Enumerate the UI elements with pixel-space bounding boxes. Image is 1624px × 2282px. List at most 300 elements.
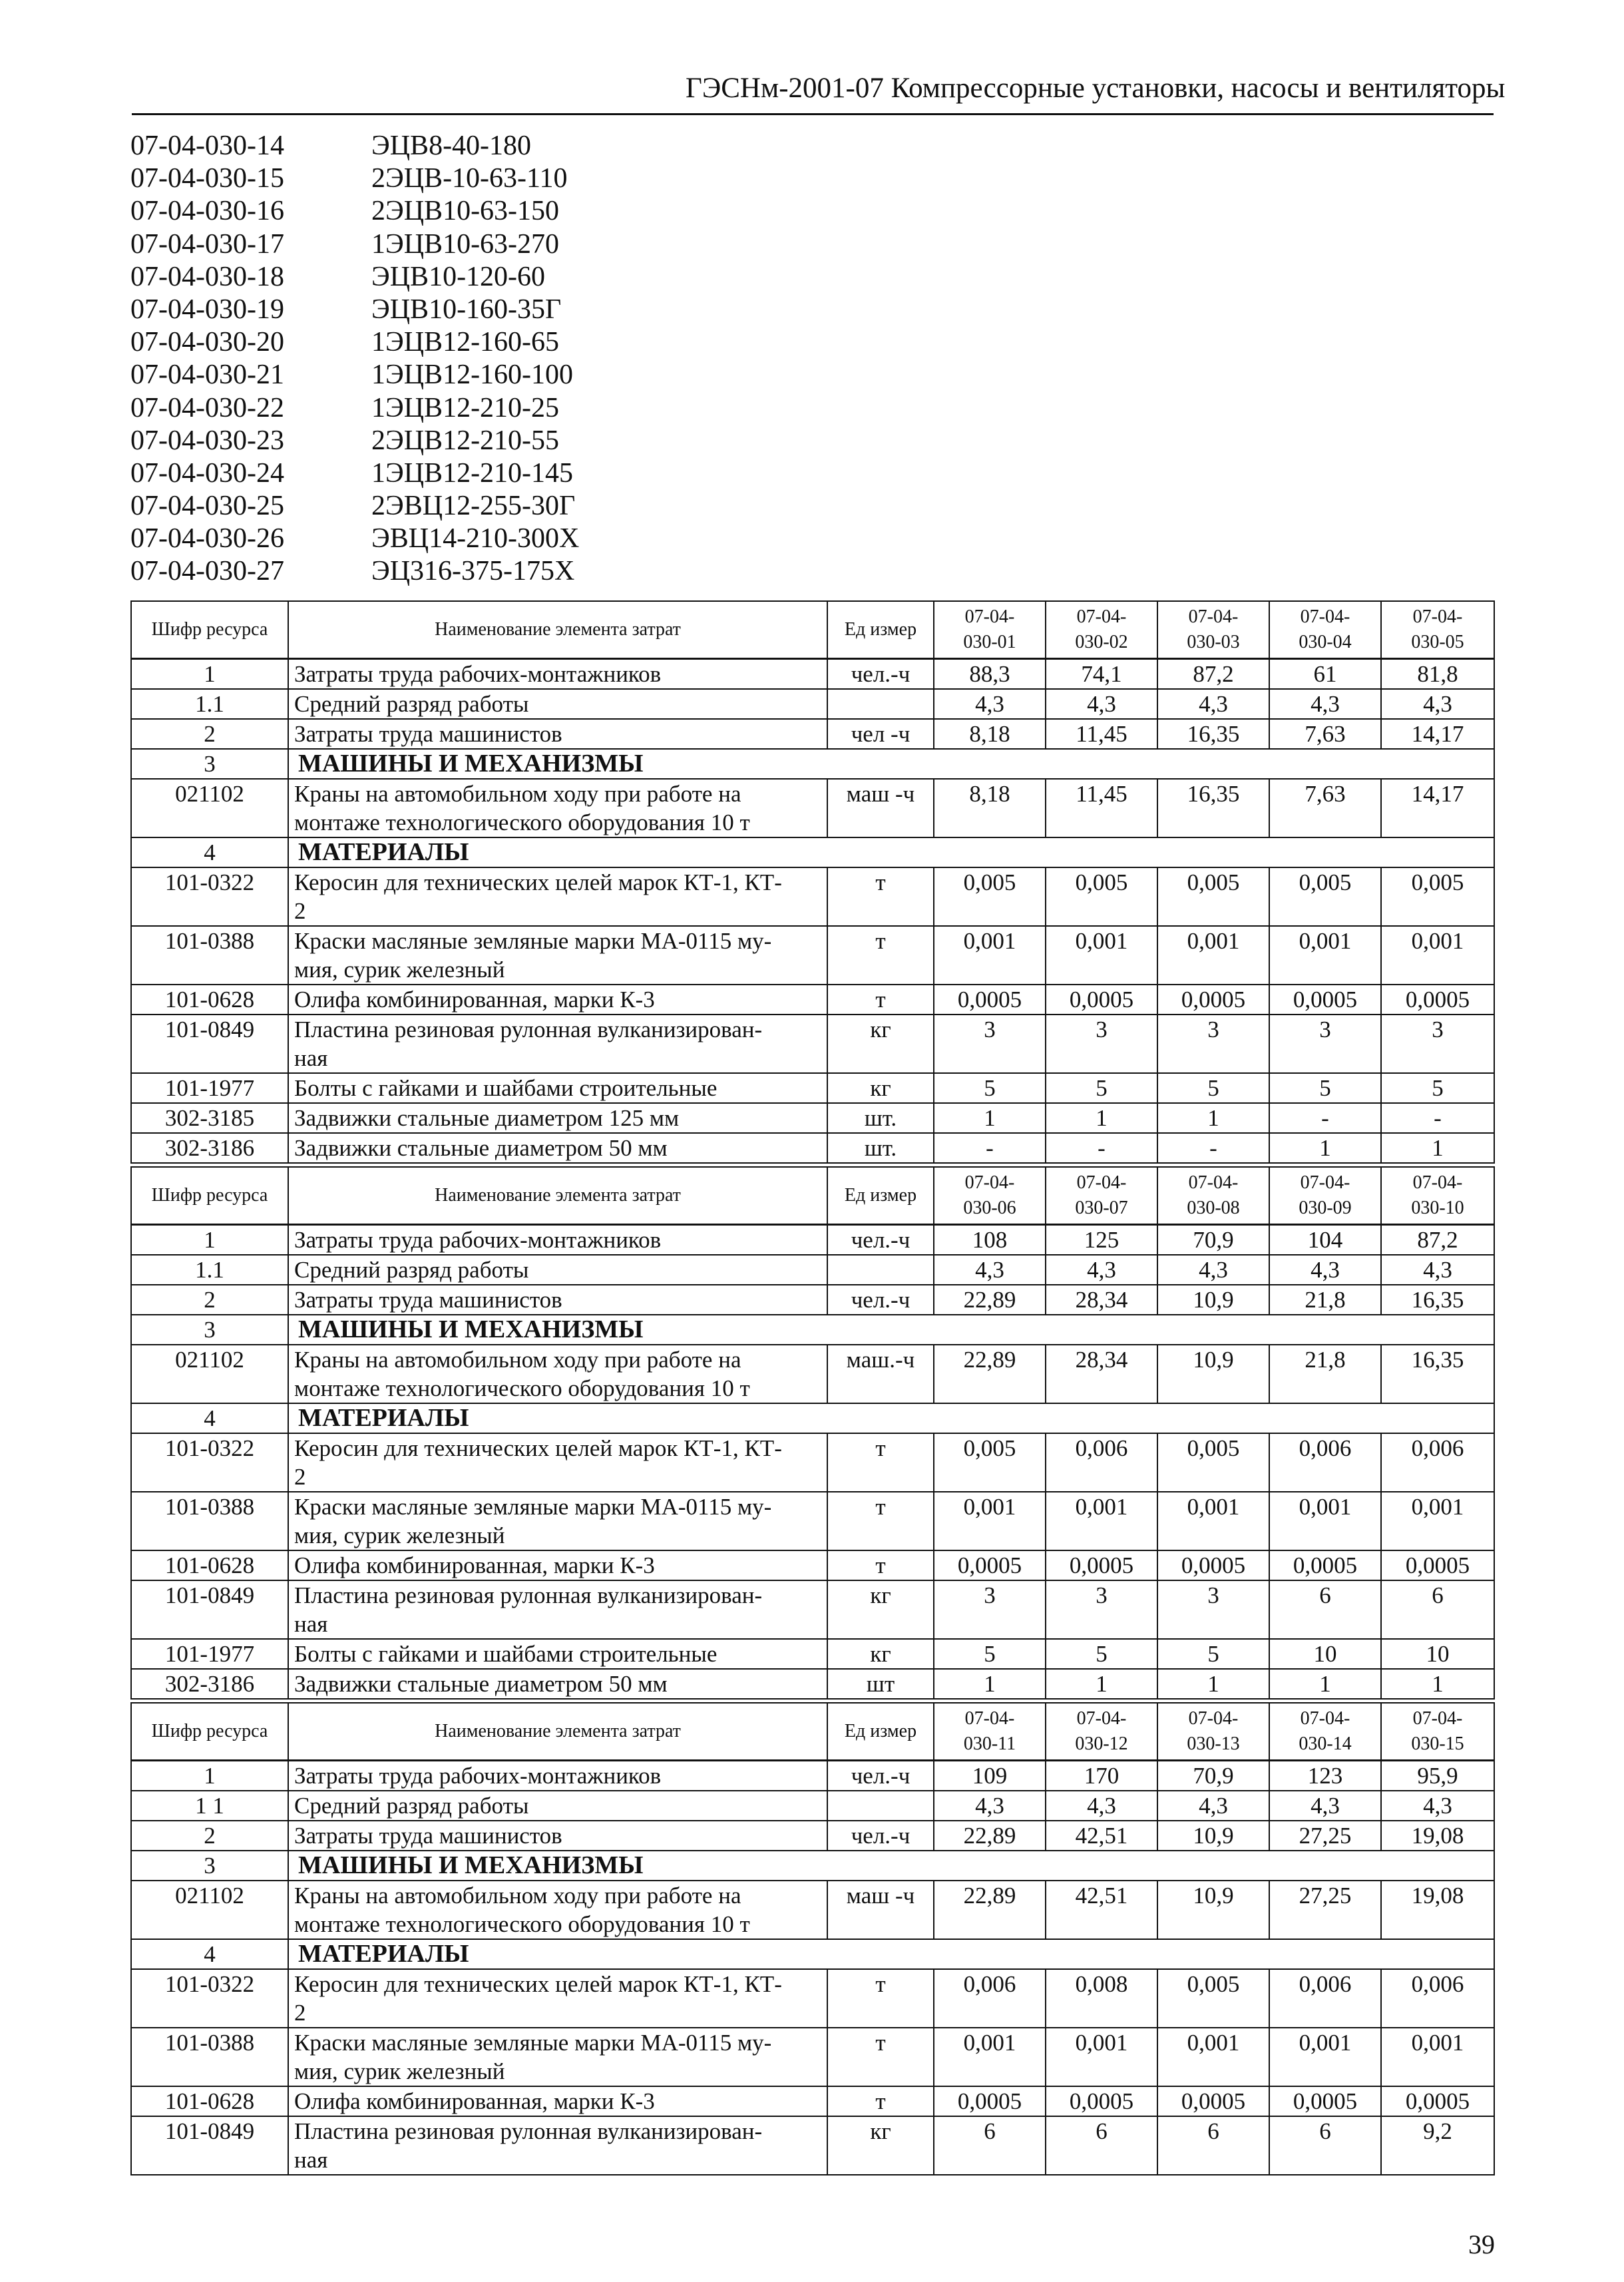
row-value: 0,001 (1381, 1492, 1494, 1550)
header-column-code (934, 601, 1046, 659)
table-row (131, 2028, 1494, 2086)
row-name-line: Керосин для технических целей марок КТ-1, КТ- (294, 1971, 782, 1997)
row-unit: кг (827, 1580, 934, 1639)
code-model: ЭЦВ10-160-35Г (371, 294, 562, 325)
header-column-code (1157, 1703, 1269, 1761)
row-name (288, 985, 827, 1015)
row-value: 0,001 (1381, 926, 1494, 985)
header-column-code-line: 030-09 (1299, 1198, 1352, 1218)
header-column-code-line: 07-04- (1188, 1708, 1239, 1729)
header-column-code-line: 030-01 (963, 632, 1016, 652)
code-list-item (130, 228, 579, 261)
row-value: 5 (1157, 1073, 1269, 1103)
row-value: 4,3 (1046, 689, 1157, 719)
section-title: МАТЕРИАЛЫ (288, 1403, 1494, 1433)
code-model: 1ЭЦВ12-160-100 (371, 359, 574, 391)
header-column-code-line: 07-04- (1076, 1708, 1127, 1729)
header-column-code (1381, 1167, 1494, 1225)
row-name (288, 1550, 827, 1580)
row-code: 101-0628 (131, 2086, 288, 2116)
code-number: 07-04-030-24 (130, 457, 284, 489)
header-column-code (1269, 1703, 1381, 1761)
row-value: 3 (1381, 1015, 1494, 1073)
row-value: - (1157, 1133, 1269, 1163)
code-number: 07-04-030-17 (130, 228, 284, 260)
row-unit: т (827, 867, 934, 926)
row-value: 11,45 (1046, 779, 1157, 837)
resource-table-1 (130, 600, 1495, 1164)
header-column-code (1269, 1167, 1381, 1225)
header-name: Наименование элемента затрат (288, 1167, 827, 1225)
row-name (288, 1015, 827, 1073)
row-value: 5 (1381, 1073, 1494, 1103)
row-name-line: мия, сурик железный (294, 2058, 505, 2084)
header-column-code (1269, 601, 1381, 659)
header-unit: Ед измер (827, 1167, 934, 1225)
row-value: 19,08 (1381, 1881, 1494, 1939)
header-column-code-line: 030-11 (963, 1733, 1016, 1754)
row-value: 5 (1046, 1639, 1157, 1669)
row-value: 0,005 (1157, 1969, 1269, 2028)
row-value: 9,2 (1381, 2116, 1494, 2175)
row-code: 101-0849 (131, 1580, 288, 1639)
row-name-line: мия, сурик железный (294, 957, 505, 983)
table-header-row (131, 1167, 1494, 1225)
row-code: 3 (131, 1851, 288, 1881)
header-column-code (1157, 601, 1269, 659)
row-name-line: Задвижки стальные диаметром 125 мм (294, 1105, 680, 1131)
table-row (131, 779, 1494, 837)
row-unit: шт (827, 1669, 934, 1699)
table-row (131, 1761, 1494, 1791)
row-name (288, 1881, 827, 1939)
section-row (131, 749, 1494, 779)
row-value: 5 (1157, 1639, 1269, 1669)
code-list-item (130, 359, 579, 391)
table-row (131, 1345, 1494, 1403)
row-value: 1 (1381, 1133, 1494, 1163)
row-value: 28,34 (1046, 1345, 1157, 1403)
row-name-line: монтаже технологического оборудования 10 т (294, 1375, 750, 1401)
code-number: 07-04-030-18 (130, 261, 284, 292)
header-column-code-line: 030-15 (1411, 1733, 1464, 1754)
row-value: 4,3 (1046, 1255, 1157, 1285)
row-value: 0,006 (934, 1969, 1046, 2028)
header-column-code-line: 07-04- (1300, 606, 1350, 627)
row-value: 10,9 (1157, 1821, 1269, 1851)
header-column-code (1157, 1167, 1269, 1225)
code-model: 2ЭВЦ12-255-30Г (371, 491, 576, 522)
header-column-code-line: 07-04- (1412, 1172, 1463, 1193)
row-value: 0,008 (1046, 1969, 1157, 2028)
row-code: 101-0628 (131, 1550, 288, 1580)
row-name-line: Керосин для технических целей марок КТ-1, КТ- (294, 869, 782, 895)
row-value: 6 (1381, 1580, 1494, 1639)
row-name (288, 719, 827, 749)
row-value: 87,2 (1381, 1225, 1494, 1255)
row-code: 302-3186 (131, 1669, 288, 1699)
row-value: 0,001 (934, 2028, 1046, 2086)
code-number: 07-04-030-21 (130, 359, 284, 391)
row-value: 0,0005 (1269, 2086, 1381, 2116)
row-value: 3 (934, 1580, 1046, 1639)
row-value: 10,9 (1157, 1345, 1269, 1403)
row-name-line: Олифа комбинированная, марки К-3 (294, 2088, 655, 2114)
row-name (288, 2086, 827, 2116)
row-code: 101-0322 (131, 1969, 288, 2028)
row-value: 6 (1269, 1580, 1381, 1639)
header-column-code-line: 07-04- (1188, 1172, 1239, 1193)
table-row (131, 1133, 1494, 1163)
row-name-line: Затраты труда машинистов (294, 1823, 562, 1849)
header-column-code-line: 07-04- (964, 1708, 1015, 1729)
code-model: ЭВЦ14-210-300Х (371, 523, 580, 555)
row-code: 021102 (131, 779, 288, 837)
row-value: 4,3 (1381, 1791, 1494, 1821)
row-unit: т (827, 2086, 934, 2116)
row-value: - (1381, 1103, 1494, 1133)
code-model: ЭЦВ8-40-180 (371, 130, 532, 161)
row-value: 0,0005 (1046, 2086, 1157, 2116)
table-row (131, 1225, 1494, 1255)
row-name-line: Затраты труда рабочих-монтажников (294, 1763, 662, 1789)
row-value: 4,3 (1269, 1791, 1381, 1821)
row-value: 22,89 (934, 1881, 1046, 1939)
row-value: 0,0005 (1269, 1550, 1381, 1580)
row-value: 61 (1269, 659, 1381, 690)
row-value: 0,001 (1157, 926, 1269, 985)
row-value: 0,001 (1046, 1492, 1157, 1550)
row-code: 101-0849 (131, 2116, 288, 2175)
header-column-code-line: 030-03 (1187, 632, 1240, 652)
table-row (131, 1639, 1494, 1669)
row-unit: шт. (827, 1133, 934, 1163)
table-row (131, 719, 1494, 749)
row-code: 4 (131, 1403, 288, 1433)
row-value: 3 (1269, 1015, 1381, 1073)
row-name (288, 1580, 827, 1639)
row-value: 14,17 (1381, 779, 1494, 837)
row-value: 1 (1046, 1669, 1157, 1699)
code-number: 07-04-030-16 (130, 196, 284, 227)
row-value: 16,35 (1381, 1285, 1494, 1315)
row-code: 101-1977 (131, 1073, 288, 1103)
row-value: 10,9 (1157, 1881, 1269, 1939)
row-value: 8,18 (934, 779, 1046, 837)
row-unit: т (827, 1433, 934, 1492)
table-row (131, 689, 1494, 719)
code-number: 07-04-030-25 (130, 491, 284, 522)
row-value: 0,005 (934, 867, 1046, 926)
row-value: 3 (934, 1015, 1046, 1073)
row-value: 0,005 (1046, 867, 1157, 926)
row-value: 0,0005 (1381, 2086, 1494, 2116)
table-row (131, 659, 1494, 690)
table-row (131, 1580, 1494, 1639)
code-number: 07-04-030-19 (130, 294, 284, 325)
row-name (288, 689, 827, 719)
header-column-code-line: 07-04- (1412, 606, 1463, 627)
row-value: 0,0005 (1381, 985, 1494, 1015)
header-code: Шифр ресурса (131, 1167, 288, 1225)
row-value: 4,3 (1157, 689, 1269, 719)
header-column-code-line: 030-08 (1187, 1198, 1240, 1218)
header-column-code (1046, 1703, 1157, 1761)
row-name-line: Пластина резиновая рулонная вулканизирован- (294, 1582, 763, 1608)
row-unit: т (827, 926, 934, 985)
header-name: Наименование элемента затрат (288, 601, 827, 659)
row-unit: маш.-ч (827, 1345, 934, 1403)
table-header-row (131, 601, 1494, 659)
header-column-code-line: 07-04- (1188, 606, 1239, 627)
table-row (131, 1103, 1494, 1133)
row-name (288, 659, 827, 690)
row-code: 302-3186 (131, 1133, 288, 1163)
row-unit (827, 1255, 934, 1285)
header-column-code-line: 030-05 (1411, 632, 1464, 652)
row-code: 1 (131, 1761, 288, 1791)
row-value: 1 (1381, 1669, 1494, 1699)
header-column-code-line: 030-06 (963, 1198, 1016, 1218)
row-unit: т (827, 985, 934, 1015)
row-value: 16,35 (1381, 1345, 1494, 1403)
code-list-item (130, 261, 579, 294)
row-value: 21,8 (1269, 1285, 1381, 1315)
row-name (288, 1103, 827, 1133)
row-value: 88,3 (934, 659, 1046, 690)
code-list-item (130, 326, 579, 359)
code-number: 07-04-030-14 (130, 130, 284, 161)
row-value: 0,001 (1269, 2028, 1381, 2086)
code-model: 2ЭЦВ12-210-55 (371, 425, 560, 456)
resource-table-3 (130, 1702, 1495, 2175)
row-unit: чел.-ч (827, 1821, 934, 1851)
code-model: ЭЦ316-375-175Х (371, 556, 575, 587)
row-value: 22,89 (934, 1285, 1046, 1315)
row-value: 5 (934, 1073, 1046, 1103)
code-model: 1ЭЦВ12-160-65 (371, 327, 560, 358)
row-unit (827, 1791, 934, 1821)
row-value: 0,005 (1157, 1433, 1269, 1492)
row-code: 2 (131, 719, 288, 749)
row-name-line: Затраты труда рабочих-монтажников (294, 661, 662, 687)
row-name-line: 2 (294, 898, 306, 924)
row-value: 3 (1046, 1580, 1157, 1639)
row-code: 101-0388 (131, 1492, 288, 1550)
row-name-line: Краны на автомобильном ходу при работе на (294, 1883, 741, 1909)
header-code: Шифр ресурса (131, 1703, 288, 1761)
row-value: 0,001 (1046, 2028, 1157, 2086)
row-code: 021102 (131, 1881, 288, 1939)
row-value: 3 (1157, 1580, 1269, 1639)
header-column-code-line: 030-04 (1299, 632, 1352, 652)
row-unit: маш -ч (827, 779, 934, 837)
header-column-code-line: 030-12 (1075, 1733, 1128, 1754)
row-name-line: Краски масляные земляные марки МА-0115 му- (294, 928, 772, 954)
header-column-code-line: 07-04- (1300, 1708, 1350, 1729)
row-value: - (1046, 1133, 1157, 1163)
table-row (131, 1285, 1494, 1315)
row-value: 0,0005 (1157, 2086, 1269, 2116)
row-value: 0,001 (1269, 1492, 1381, 1550)
row-name-line: Средний разряд работы (294, 1793, 529, 1819)
row-value: 1 (1269, 1133, 1381, 1163)
row-value: 1 (1269, 1669, 1381, 1699)
row-name-line: ная (294, 1611, 328, 1637)
code-number: 07-04-030-23 (130, 425, 284, 456)
row-name-line: Задвижки стальные диаметром 50 мм (294, 1671, 668, 1697)
section-row (131, 837, 1494, 867)
page-header-title: ГЭСНм-2001-07 Компрессорные установки, насосы и вентиляторы (686, 73, 1506, 104)
row-code: 2 (131, 1821, 288, 1851)
header-column-code-line: 030-02 (1075, 632, 1128, 652)
row-name-line: Краны на автомобильном ходу при работе на (294, 781, 741, 807)
row-name-line: Затраты труда машинистов (294, 1287, 562, 1313)
row-code: 4 (131, 837, 288, 867)
code-number: 07-04-030-22 (130, 392, 284, 423)
row-value: 1 (1046, 1103, 1157, 1133)
row-code: 2 (131, 1285, 288, 1315)
header-column-code-line: 07-04- (964, 606, 1015, 627)
table-row (131, 1550, 1494, 1580)
row-name (288, 2028, 827, 2086)
row-value: 21,8 (1269, 1345, 1381, 1403)
code-list (130, 130, 579, 588)
row-value: 109 (934, 1761, 1046, 1791)
code-list-item (130, 490, 579, 523)
code-list-item (130, 195, 579, 228)
row-value: 4,3 (934, 689, 1046, 719)
row-unit: чел.-ч (827, 1285, 934, 1315)
table-row (131, 1492, 1494, 1550)
row-name-line: 2 (294, 1464, 306, 1490)
row-name (288, 1761, 827, 1791)
row-value: 1 (934, 1669, 1046, 1699)
section-title: МАШИНЫ И МЕХАНИЗМЫ (288, 1851, 1494, 1881)
code-list-item (130, 523, 579, 555)
row-unit: чел -ч (827, 719, 934, 749)
header-column-code-line: 07-04- (1076, 606, 1127, 627)
code-list-item (130, 294, 579, 326)
row-name-line: мия, сурик железный (294, 1522, 505, 1548)
row-unit: т (827, 1969, 934, 2028)
header-column-code (934, 1703, 1046, 1761)
row-name (288, 1492, 827, 1550)
row-value: 0,0005 (1046, 1550, 1157, 1580)
row-unit: кг (827, 1073, 934, 1103)
row-value: 4,3 (934, 1791, 1046, 1821)
code-number: 07-04-030-20 (130, 327, 284, 358)
row-value: 70,9 (1157, 1225, 1269, 1255)
row-value: 1 (934, 1103, 1046, 1133)
row-name (288, 926, 827, 985)
row-value: 7,63 (1269, 779, 1381, 837)
code-model: 1ЭЦВ12-210-145 (371, 457, 574, 489)
row-name-line: Болты с гайками и шайбами строительные (294, 1075, 717, 1101)
row-value: 87,2 (1157, 659, 1269, 690)
row-value: 125 (1046, 1225, 1157, 1255)
row-value: 0,006 (1046, 1433, 1157, 1492)
row-value: 27,25 (1269, 1821, 1381, 1851)
row-unit: кг (827, 1015, 934, 1073)
row-code: 101-1977 (131, 1639, 288, 1669)
row-value: 16,35 (1157, 779, 1269, 837)
header-code: Шифр ресурса (131, 601, 288, 659)
header-column-code (1046, 1167, 1157, 1225)
row-value: 16,35 (1157, 719, 1269, 749)
row-value: 7,63 (1269, 719, 1381, 749)
row-value: 3 (1157, 1015, 1269, 1073)
row-value: 4,3 (1157, 1255, 1269, 1285)
row-name (288, 1639, 827, 1669)
row-value: 4,3 (1381, 689, 1494, 719)
row-value: 0,0005 (1046, 985, 1157, 1015)
row-name (288, 2116, 827, 2175)
code-model: 2ЭЦВ10-63-150 (371, 196, 560, 227)
row-unit: кг (827, 2116, 934, 2175)
row-name (288, 1073, 827, 1103)
row-value: 28,34 (1046, 1285, 1157, 1315)
row-unit: т (827, 2028, 934, 2086)
row-code: 4 (131, 1939, 288, 1969)
row-value: 22,89 (934, 1345, 1046, 1403)
row-name-line: монтаже технологического оборудования 10 т (294, 809, 750, 835)
table-row (131, 985, 1494, 1015)
row-unit: кг (827, 1639, 934, 1669)
code-list-item (130, 130, 579, 162)
row-unit: т (827, 1550, 934, 1580)
header-column-code-line: 07-04- (1300, 1172, 1350, 1193)
section-row (131, 1851, 1494, 1881)
row-value: 0,006 (1269, 1433, 1381, 1492)
row-value: 170 (1046, 1761, 1157, 1791)
row-name-line: монтаже технологического оборудования 10 т (294, 1911, 750, 1937)
code-list-item (130, 457, 579, 490)
row-unit: т (827, 1492, 934, 1550)
row-value: 0,0005 (934, 985, 1046, 1015)
table-row (131, 2086, 1494, 2116)
table-header-row (131, 1703, 1494, 1761)
row-value: 22,89 (934, 1821, 1046, 1851)
row-name (288, 1669, 827, 1699)
row-name-line: Средний разряд работы (294, 691, 529, 717)
row-value: 11,45 (1046, 719, 1157, 749)
row-value: 104 (1269, 1225, 1381, 1255)
row-value: 8,18 (934, 719, 1046, 749)
section-row (131, 1939, 1494, 1969)
row-unit: маш -ч (827, 1881, 934, 1939)
code-list-item (130, 162, 579, 195)
row-value: 6 (1157, 2116, 1269, 2175)
code-list-item (130, 555, 579, 588)
row-value: 10 (1381, 1639, 1494, 1669)
row-value: 0,005 (934, 1433, 1046, 1492)
row-name-line: ная (294, 1045, 328, 1071)
header-column-code-line: 030-10 (1411, 1198, 1464, 1218)
row-value: 10,9 (1157, 1285, 1269, 1315)
header-column-code-line: 030-14 (1299, 1733, 1352, 1754)
row-value: 4,3 (1046, 1791, 1157, 1821)
row-value: 0,001 (1046, 926, 1157, 985)
row-code: 101-0388 (131, 2028, 288, 2086)
row-name-line: Керосин для технических целей марок КТ-1, КТ- (294, 1435, 782, 1461)
row-value: 0,005 (1157, 867, 1269, 926)
header-column-code-line: 030-07 (1075, 1198, 1128, 1218)
row-name-line: Задвижки стальные диаметром 50 мм (294, 1135, 668, 1161)
header-column-code (1381, 601, 1494, 659)
row-value: 0,0005 (1381, 1550, 1494, 1580)
row-value: 42,51 (1046, 1821, 1157, 1851)
